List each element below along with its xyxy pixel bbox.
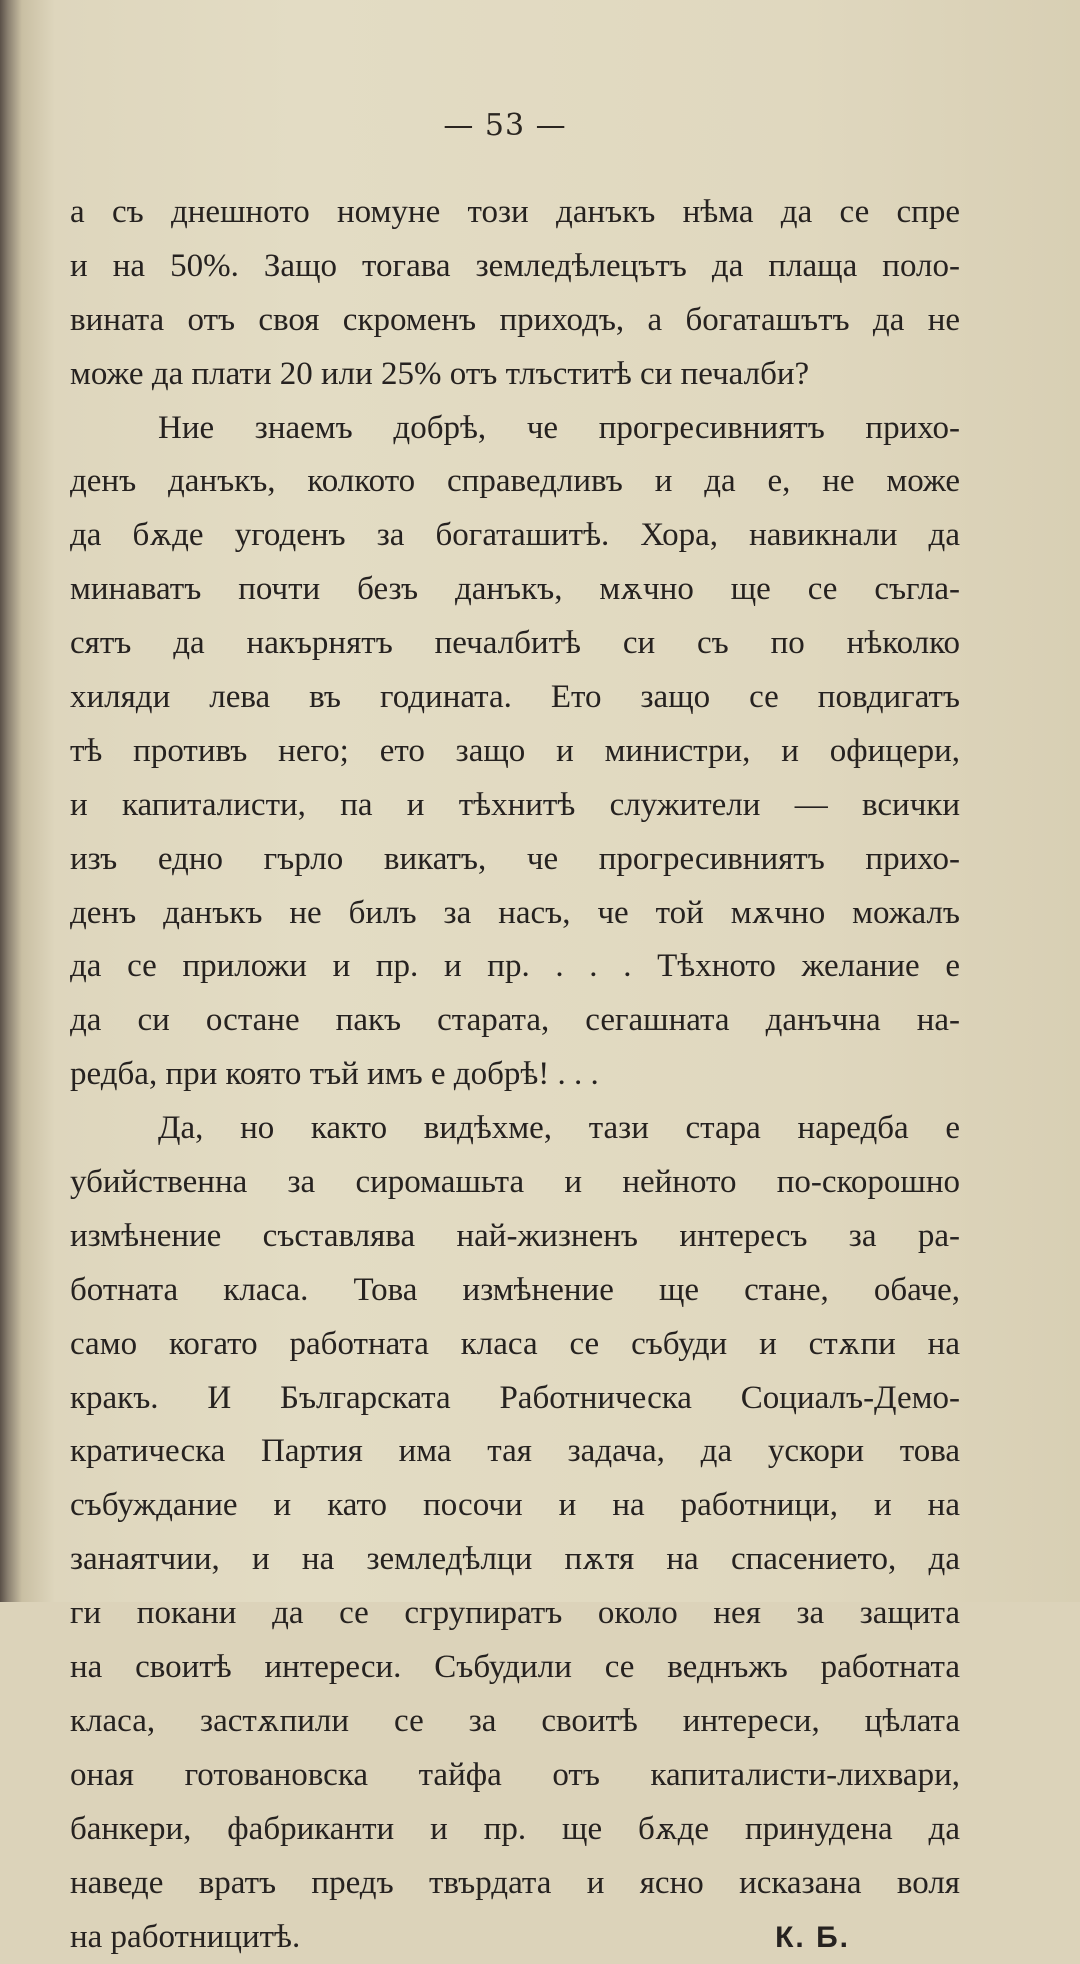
- text-line: а съ днешното номуне този данъкъ нѣма да се спре: [70, 186, 960, 240]
- text-line: банкери, фабриканти и пр. ще бѫде принудена да: [70, 1803, 960, 1857]
- text-line: може да плати 20 или 25% отъ тлъститѣ си печалби?: [70, 348, 960, 402]
- text-line: изъ едно гърло викатъ, че прогресивниятъ прихо-: [70, 833, 960, 887]
- page-number: — 53 —: [0, 108, 1010, 143]
- text-line: само когато работната класа се събуди и стѫпи на: [70, 1318, 960, 1372]
- text-line: наведе вратъ предъ твърдата и ясно исказана воля: [70, 1857, 960, 1911]
- text-line: тѣ противъ него; ето защо и министри, и офицери,: [70, 725, 960, 779]
- text-line: на своитѣ интереси. Събудили се веднъжъ работната: [70, 1641, 960, 1695]
- text-line: измѣнение съставлява най-жизненъ интересъ за ра-: [70, 1210, 960, 1264]
- text-line: и капиталисти, па и тѣхнитѣ служители — всички: [70, 779, 960, 833]
- text-line: минаватъ почти безъ данъкъ, мѫчно ще се съгла-: [70, 563, 960, 617]
- paragraph-start: Ние знаемъ добрѣ, че прогресивниятъ прихо-: [70, 402, 960, 456]
- body-text: [70, 186, 960, 1964]
- text-line: класа, застѫпили се за своитѣ интереси, цѣлата: [70, 1695, 960, 1749]
- text-line: редба, при която тъй имъ е добрѣ! . . .: [70, 1048, 960, 1102]
- text-line: и на 50%. Защо тогава земледѣлецътъ да плаща поло-: [70, 240, 960, 294]
- final-line-text: на работницитѣ.: [70, 1911, 300, 1964]
- text-line: оная готовановска тайфа отъ капиталисти-лихвари,: [70, 1749, 960, 1803]
- text-line: събуждание и като посочи и на работници, и на: [70, 1479, 960, 1533]
- text-line: ботната класа. Това измѣнение ще стане, обаче,: [70, 1264, 960, 1318]
- text-line: хиляди лева въ годината. Ето защо се повдигатъ: [70, 671, 960, 725]
- text-line: да си остане пакъ старата, сегашната данъчна на-: [70, 994, 960, 1048]
- text-line: кратическа Партия има тая задача, да ускори това: [70, 1425, 960, 1479]
- text-line: убийственна за сиромашьта и нейното по-скорошно: [70, 1156, 960, 1210]
- text-line: денъ данъкъ, колкото справедливъ и да е, не може: [70, 455, 960, 509]
- text-line: вината отъ своя скроменъ приходъ, а богаташътъ да не: [70, 294, 960, 348]
- text-line: да бѫде угоденъ за богаташитѣ. Хора, навикнали да: [70, 509, 960, 563]
- text-line: денъ данъкъ не билъ за насъ, че той мѫчно можалъ: [70, 887, 960, 941]
- paragraph-start: Да, но както видѣхме, тази стара наредба е: [70, 1102, 960, 1156]
- text-line: сятъ да накърнятъ печалбитѣ си съ по нѣколко: [70, 617, 960, 671]
- closing-line: [70, 1911, 960, 1964]
- text-line: кракъ. И Българската Работническа Социалъ-Демо-: [70, 1372, 960, 1426]
- text-line: ги покани да се сгрупиратъ около нея за защита: [70, 1587, 960, 1641]
- text-line: занаятчии, и на земледѣлци пѫтя на спасението, да: [70, 1533, 960, 1587]
- text-line: да се приложи и пр. и пр. . . . Тѣхното желание е: [70, 940, 960, 994]
- author-signature: К. Б.: [775, 1911, 850, 1964]
